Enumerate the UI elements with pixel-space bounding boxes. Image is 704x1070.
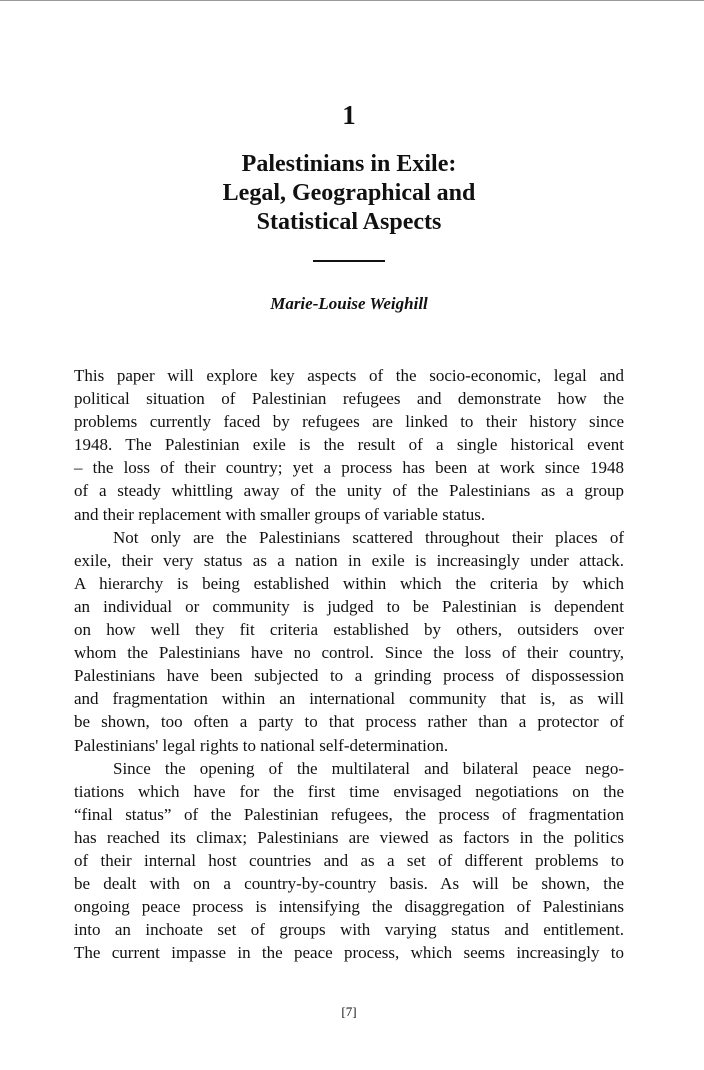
text-line: political situation of Palestinian refugees and demonstrate how the (74, 389, 624, 409)
text-line: Not only are the Palestinians scattered throughout their places of (113, 527, 624, 547)
chapter-title-line: Palestinians in Exile: (241, 151, 457, 177)
text-line: has reached its climax; Palestinians are viewed as factors in the politics (74, 827, 624, 847)
text-line: be shown, too often a party to that process rather than a protector of (74, 712, 624, 732)
text-line: of a steady whittling away of the unity of the Palestinians as a group (74, 481, 624, 501)
title-divider (313, 260, 385, 262)
text-line: an individual or community is judged to be Palestinian is dependent (74, 596, 624, 616)
text-line: be dealt with on a country-by-country basis. As will be shown, the (74, 874, 624, 894)
text-line: problems currently faced by refugees are linked to their history since (74, 412, 624, 432)
text-line: 1948. The Palestinian exile is the result of a single historical event (74, 435, 624, 455)
chapter-title (74, 150, 624, 237)
chapter-number: 1 (342, 100, 356, 130)
text-line: This paper will explore key aspects of the socio-economic, legal and (74, 366, 624, 385)
text-line: Palestinians have been subjected to a grinding process of dispossession (74, 666, 624, 686)
body-text (74, 364, 624, 964)
text-line: and fragmentation within an international community that is, as will (74, 689, 624, 709)
text-line: into an inchoate set of groups with varying status and entitlement. (74, 920, 624, 940)
text-line: Palestinians' legal rights to national self-determination. (74, 735, 449, 755)
text-line: Since the opening of the multilateral and bilateral peace nego- (113, 758, 624, 778)
text-line: exile, their very status as a nation in exile is increasingly under attack. (74, 550, 624, 570)
text-line: “final status” of the Palestinian refugees, the process of fragmentation (74, 804, 624, 824)
text-line: ongoing peace process is intensifying the disaggregation of Palestinians (74, 897, 624, 917)
top-border (0, 0, 704, 1)
text-line: on how well they fit criteria established by others, outsiders over (74, 620, 624, 640)
text-line: of their internal host countries and as a set of different problems to (74, 850, 624, 870)
text-line: and their replacement with smaller groups of variable status. (74, 504, 486, 524)
text-line: – the loss of their country; yet a process has been at work since 1948 (74, 458, 624, 478)
chapter-title-line: Legal, Geographical and (222, 180, 476, 206)
author-name: Marie-Louise Weighill (270, 294, 428, 313)
chapter-title-line: Statistical Aspects (256, 209, 442, 235)
text-line: The current impasse in the peace process, which seems increasingly to (74, 943, 624, 963)
page-number: [7] (341, 1004, 357, 1019)
text-line: whom the Palestinians have no control. Since the loss of their country, (74, 643, 624, 663)
text-line: tiations which have for the first time envisaged negotiations on the (74, 781, 624, 801)
text-line: A hierarchy is being established within which the criteria by which (74, 573, 624, 593)
